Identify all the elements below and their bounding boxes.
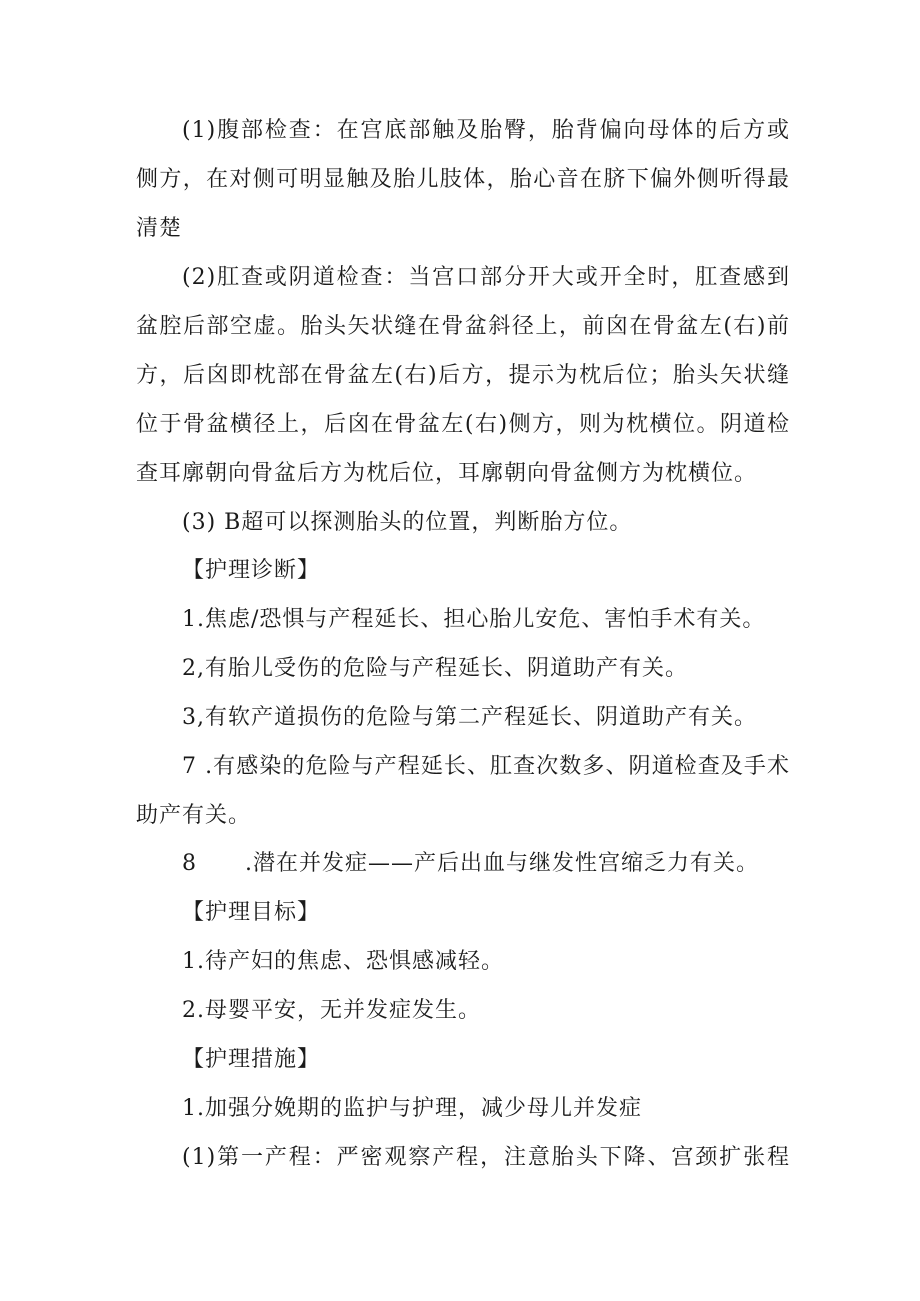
list-item: (1)第一产程：严密观察产程，注意胎头下降、宫颈扩张程 bbox=[182, 1145, 790, 1170]
section-heading: 【护理目标】 bbox=[182, 900, 321, 925]
paragraph-line: 侧方，在对侧可明显触及胎儿肢体，胎心音在脐下偏外侧听得最 bbox=[136, 167, 790, 192]
list-item: 2,有胎儿受伤的危险与产程延长、阴道助产有关。 bbox=[182, 656, 688, 681]
section-heading: 【护理诊断】 bbox=[182, 558, 321, 583]
paragraph-line: 位于骨盆横径上，后囟在骨盆左(右)侧方，则为枕横位。阴道检 bbox=[136, 412, 790, 437]
paragraph-line: 清楚 bbox=[136, 216, 183, 241]
section-heading: 【护理措施】 bbox=[182, 1047, 321, 1072]
list-item: 1.待产妇的焦虑、恐惧感减轻。 bbox=[182, 949, 504, 974]
paragraph-line: 查耳廓朝向骨盆后方为枕后位，耳廓朝向骨盆侧方为枕横位。 bbox=[136, 461, 758, 486]
list-item: 3,有软产道损伤的危险与第二产程延长、阴道助产有关。 bbox=[182, 705, 757, 730]
paragraph-line: (2)肛查或阴道检查：当宫口部分开大或开全时，肛查感到 bbox=[182, 265, 790, 290]
list-item-continuation: 助产有关。 bbox=[136, 803, 252, 828]
list-item: 1.加强分娩期的监护与护理，减少母儿并发症 bbox=[182, 1096, 642, 1121]
list-item: 7 .有感染的危险与产程延长、肛查次数多、阴道检查及手术 bbox=[182, 754, 790, 779]
paragraph-line: 方，后囟即枕部在骨盆左(右)后方，提示为枕后位；胎头矢状缝 bbox=[136, 363, 790, 388]
list-item: 1.焦虑/恐惧与产程延长、担心胎儿安危、害怕手术有关。 bbox=[182, 607, 766, 632]
list-item: 2.母婴平安，无并发症发生。 bbox=[182, 998, 481, 1023]
paragraph-line: (1)腹部检查：在宫底部触及胎臀，胎背偏向母体的后方或 bbox=[182, 118, 790, 143]
list-item: 8 .潜在并发症——产后出血与继发性宫缩乏力有关。 bbox=[182, 851, 759, 876]
paragraph-line: (3) B超可以探测胎头的位置，判断胎方位。 bbox=[182, 510, 633, 535]
paragraph-line: 盆腔后部空虚。胎头矢状缝在骨盆斜径上，前囟在骨盆左(右)前 bbox=[136, 314, 790, 339]
